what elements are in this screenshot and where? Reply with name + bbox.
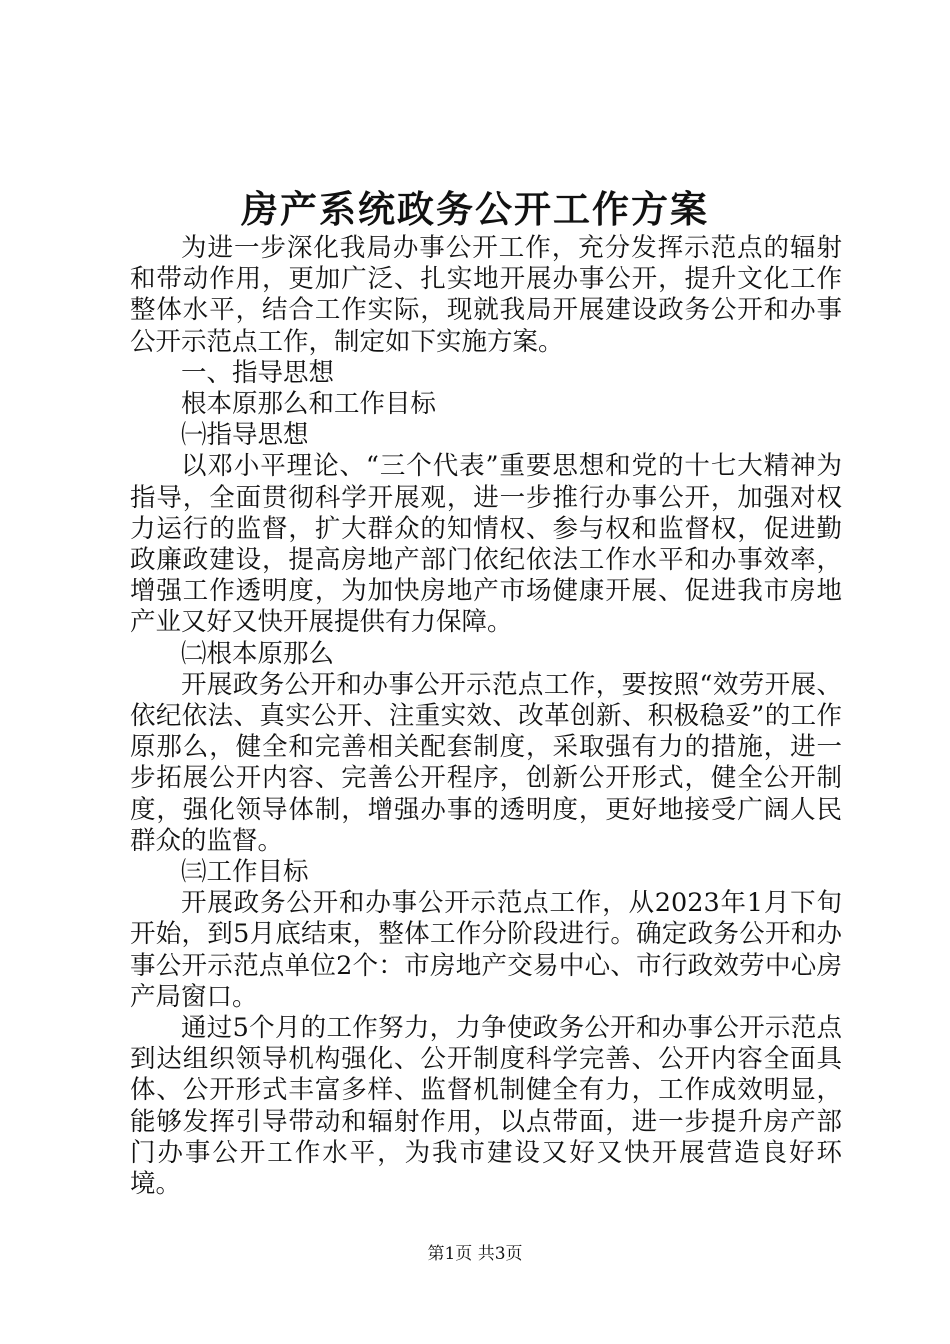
- guiding-ideology-paragraph: 以邓小平理论、“三个代表”重要思想和党的十七大精神为指导，全面贯彻科学开展观，进一步推行办事公开，加强对权力运行的监督，扩大群众的知情权、参与权和监督权，促进勤政廉政建设，提高房地产部门依纪依法工作水平和办事效率，增强工作透明度，为加快房地产市场健康开展、促进我市房地产业又好又快开展提供有力保障。: [130, 451, 842, 638]
- document-body: [130, 233, 842, 1200]
- work-goals-paragraph: 开展政务公开和办事公开示范点工作，从2023年1月下旬开始，到5月底结束，整体工作分阶段进行。确定政务公开和办事公开示范点单位2个：市房地产交易中心、市行政效劳中心房产局窗口。: [130, 888, 842, 1012]
- subsection-heading-2: ㈡根本原那么: [181, 638, 335, 669]
- effort-paragraph: 通过5个月的工作努力，力争使政务公开和办事公开示范点到达组织领导机构强化、公开制度科学完善、公开内容全面具体、公开形式丰富多样、监督机制健全有力，工作成效明显，能够发挥引导带动和辐射作用，以点带面，进一步提升房产部门办事公开工作水平，为我市建设又好又快开展营造良好环境。: [130, 1013, 842, 1200]
- section-heading-guiding-ideology: 一、指导思想: [181, 357, 335, 388]
- subsection-heading-1: ㈠指导思想: [181, 420, 309, 451]
- intro-paragraph: 为进一步深化我局办事公开工作，充分发挥示范点的辐射和带动作用，更加广泛、扎实地开展办事公开，提升文化工作整体水平，结合工作实际，现就我局开展建设政务公开和办事公开示范点工作，制定如下实施方案。: [130, 233, 842, 357]
- section-heading-principles-goals: 根本原那么和工作目标: [181, 389, 437, 420]
- principles-paragraph: 开展政务公开和办事公开示范点工作，要按照“效劳开展、依纪依法、真实公开、注重实效、改革创新、积极稳妥”的工作原那么，健全和完善相关配套制度，采取强有力的措施，进一步拓展公开内容、完善公开程序，创新公开形式，健全公开制度，强化领导体制，增强办事的透明度，更好地接受广阔人民群众的监督。: [130, 669, 842, 856]
- subsection-heading-3: ㈢工作目标: [181, 857, 309, 888]
- document-title: 房产系统政务公开工作方案: [241, 187, 709, 231]
- page-footer: 第1页 共3页: [427, 1244, 523, 1264]
